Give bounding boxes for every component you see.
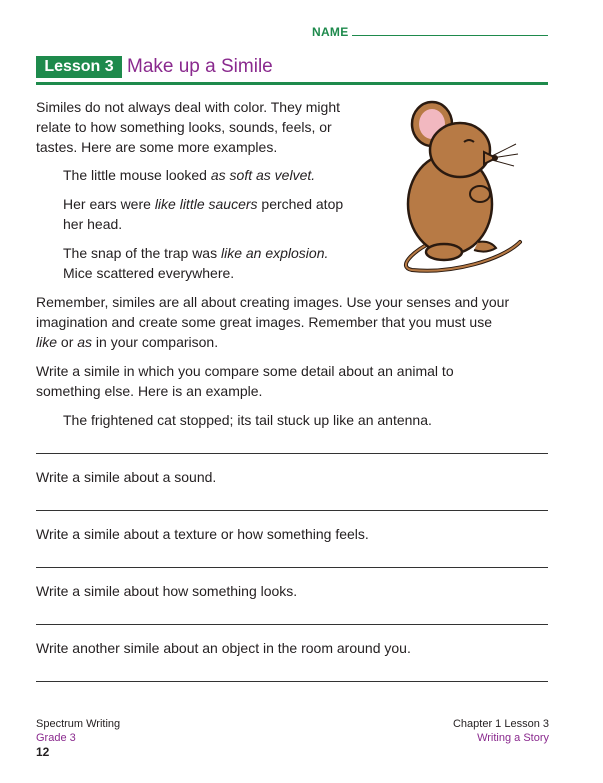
example-1 — [63, 165, 315, 185]
answer-line-3[interactable] — [36, 567, 548, 568]
lesson-badge: Lesson 3 — [36, 56, 122, 78]
answer-line-4[interactable] — [36, 624, 548, 625]
page-title: Make up a Simile — [127, 56, 273, 77]
example-2-rest: perched atop — [257, 196, 344, 212]
sample-simile: The frightened cat stopped; its tail stuck up like an antenna. — [63, 412, 432, 428]
intro-line-2: relate to how something looks, sounds, feels, or — [36, 119, 332, 135]
footer-unit: Writing a Story — [477, 732, 549, 744]
remember-line-1: Remember, similes are all about creating images. Use your senses and your — [36, 294, 510, 310]
footer-chapter: Chapter 1 Lesson 3 — [452, 718, 549, 730]
answer-line-5[interactable] — [36, 681, 548, 682]
example-2-simile: like little saucers — [154, 196, 258, 212]
remember-line-2: imagination and create some great images. Remember that you must use — [36, 314, 493, 330]
title-rule — [36, 82, 548, 85]
prompt-looks: Write a simile about how something looks. — [36, 583, 298, 599]
instruction-line-2: something else. Here is an example. — [36, 383, 263, 399]
remember-tail: in your comparison. — [92, 334, 219, 350]
example-3 — [63, 243, 328, 263]
name-field[interactable] — [352, 35, 548, 36]
name-label: NAME — [312, 25, 349, 39]
example-2-text: Her ears were — [63, 196, 155, 212]
example-2-line-2: her head. — [63, 216, 123, 232]
answer-line-2[interactable] — [36, 510, 548, 511]
example-1-simile: as soft as velvet. — [210, 167, 316, 183]
instruction-line-1: Write a simile in which you compare some detail about an animal to — [36, 363, 454, 379]
prompt-sound: Write a simile about a sound. — [36, 469, 217, 485]
example-3-simile: like an explosion. — [220, 245, 329, 261]
mouse-illustration — [392, 92, 532, 277]
answer-line-1[interactable] — [36, 453, 548, 454]
prompt-texture: Write a simile about a texture or how something feels. — [36, 526, 369, 542]
footer-book: Spectrum Writing — [36, 718, 121, 730]
example-2 — [63, 194, 343, 214]
example-3-line-2: Mice scattered everywhere. — [63, 265, 235, 281]
example-1-text: The little mouse looked — [63, 167, 211, 183]
prompt-object: Write another simile about an object in the room around you. — [36, 640, 411, 656]
footer-grade: Grade 3 — [36, 732, 76, 744]
remember-or: or — [57, 334, 78, 350]
remember-like: like — [36, 334, 58, 350]
intro-line-3: tastes. Here are some more examples. — [36, 139, 278, 155]
remember-line-3 — [36, 332, 218, 352]
example-3-text: The snap of the trap was — [63, 245, 221, 261]
intro-line-1: Similes do not always deal with color. They might — [36, 99, 340, 115]
remember-as: as — [77, 334, 93, 350]
page-number: 12 — [36, 745, 50, 759]
